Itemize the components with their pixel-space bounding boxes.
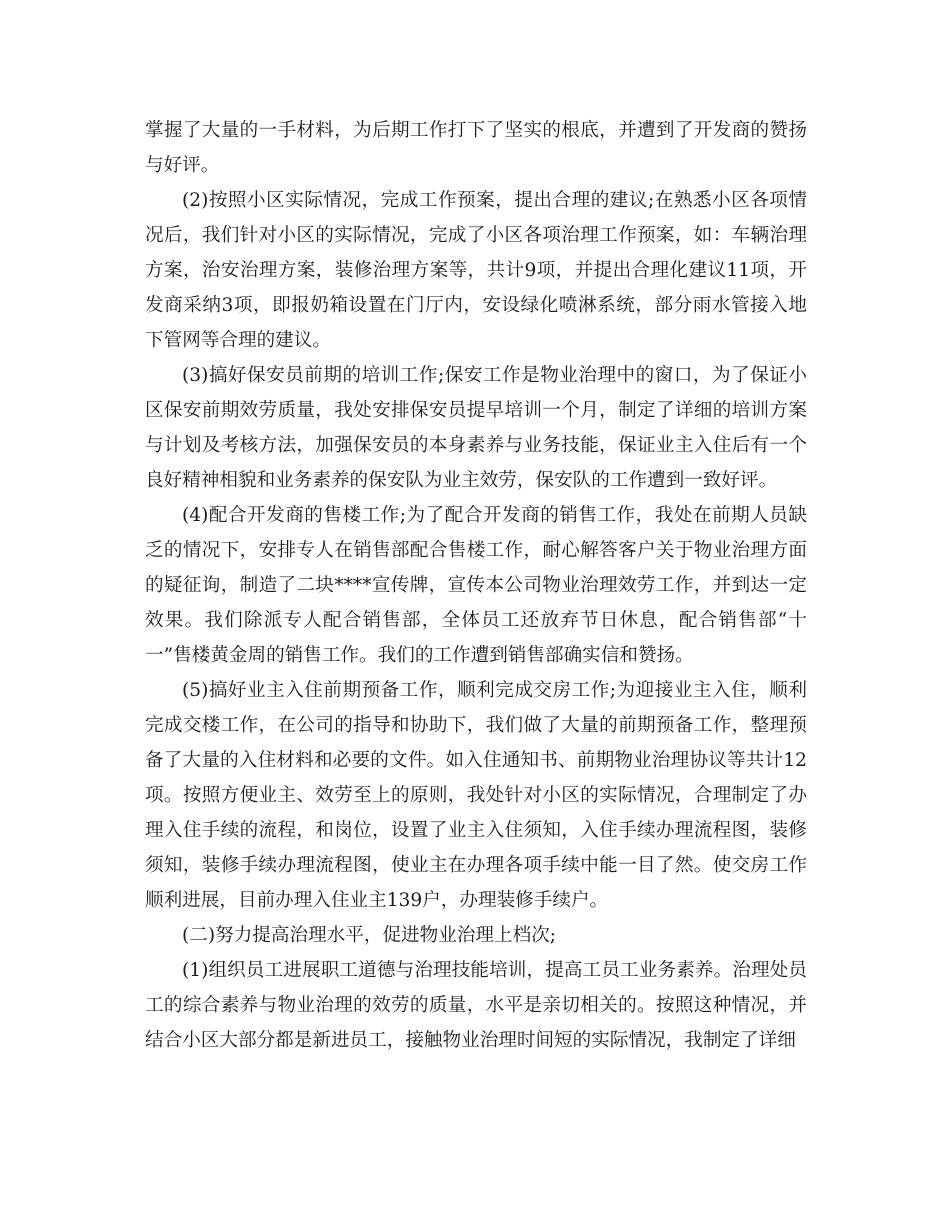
paragraph-item-4: (4)配合开发商的售楼工作;为了配合开发商的销售工作，我处在前期人员缺乏的情况下，安排专人在销售部配合售楼工作，耐心解答客户关于物业治理方面的疑征询，制造了二块****宣传牌，宣传本公司物业治理效劳工作，并到达一定效果。我们除派专人配合销售部，全体员工还放弃节日休息，配合销售部“十一”售楼黄金周的销售工作。我们的工作遭到销售部确实信和赞扬。 bbox=[145, 505, 807, 666]
paragraph-item-2: (2)按照小区实际情况，完成工作预案，提出合理的建议;在熟悉小区各项情况后，我们针对小区的实际情况，完成了小区各项治理工作预案，如：车辆治理方案，治安治理方案，装修治理方案等，共计9项，并提出合理化建议11项，开发商采纳3项，即报奶箱设置在门厅内，安设绿化喷淋系统，部分雨水管接入地下管网等合理的建议。 bbox=[145, 190, 807, 351]
document-page bbox=[145, 113, 807, 1058]
section-heading: (二)努力提高治理水平，促进物业治理上档次; bbox=[182, 925, 557, 946]
paragraph-item-3: (3)搞好保安员前期的培训工作;保安工作是物业治理中的窗口，为了保证小区保安前期效劳质量，我处安排保安员提早培训一个月，制定了详细的培训方案与计划及考核方法，加强保安员的本身素养与业务技能，保证业主入住后有一个良好精神相貌和业务素养的保安队为业主效劳，保安队的工作遭到一致好评。 bbox=[145, 365, 807, 491]
paragraph-item-1: (1)组织员工进展职工道德与治理技能培训，提高工员工业务素养。治理处员工的综合素养与物业治理的效劳的质量，水平是亲切相关的。按照这种情况，并结合小区大部分都是新进员工，接触物业治理时间短的实际情况，我制定了详细 bbox=[145, 960, 807, 1051]
paragraph-continuation: 掌握了大量的一手材料，为后期工作打下了坚实的根底，并遭到了开发商的赞扬与好评。 bbox=[145, 120, 807, 176]
paragraph-item-5: (5)搞好业主入住前期预备工作，顺利完成交房工作;为迎接业主入住，顺利完成交楼工作，在公司的指导和协助下，我们做了大量的前期预备工作，整理预备了大量的入住材料和必要的文件。如入住通知书、前期物业治理协议等共计12项。按照方便业主、效劳至上的原则，我处针对小区的实际情况，合理制定了办理入住手续的流程，和岗位，设置了业主入住须知，入住手续办理流程图，装修须知，装修手续办理流程图，使业主在办理各项手续中能一目了然。使交房工作顺利进展，目前办理入住业主139户，办理装修手续户。 bbox=[145, 680, 807, 911]
